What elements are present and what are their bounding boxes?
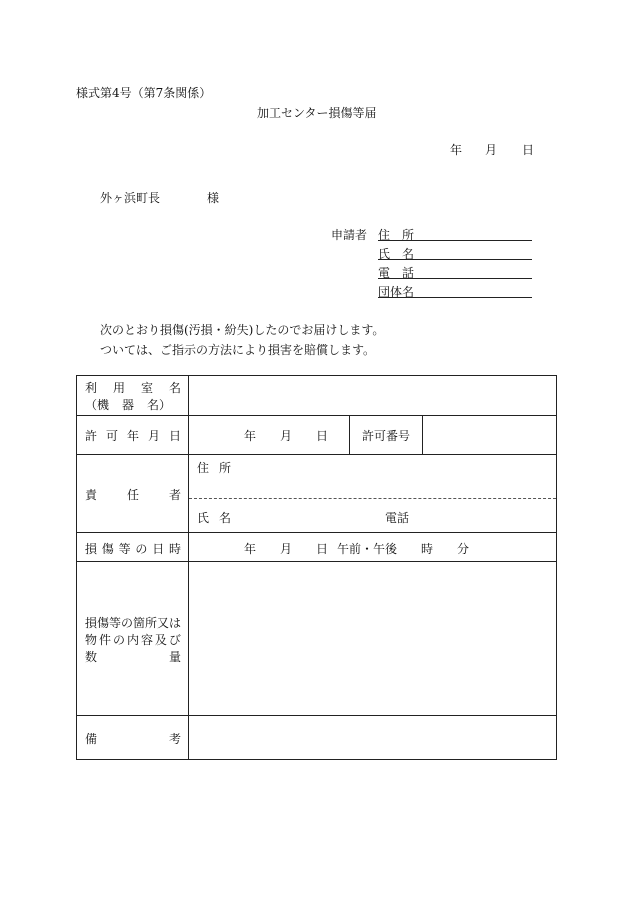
responsible-name-label: 氏 名 <box>197 511 231 525</box>
date-month: 月 <box>485 143 498 157</box>
applicant-name-line[interactable] <box>378 259 532 260</box>
body-text-line1: 次のとおり損傷(汚損・紛失)したのでお届けします。 <box>100 323 385 337</box>
date-day: 日 <box>522 143 535 157</box>
applicant-address-label: 住 所 <box>378 228 414 242</box>
permit-number-input[interactable] <box>423 416 556 454</box>
remarks-label: 備 考 <box>85 732 181 746</box>
permit-month: 月 <box>280 429 293 443</box>
permit-year: 年 <box>244 429 257 443</box>
responsible-label: 責 任 者 <box>85 488 181 502</box>
responsible-phone-label: 電話 <box>385 511 410 525</box>
damage-ampm: 午前・午後 <box>337 542 398 556</box>
permit-date-label: 許 可 年 月 日 <box>85 429 181 443</box>
applicant-phone-line[interactable] <box>378 278 532 279</box>
form-title: 加工センター損傷等届 <box>257 106 377 120</box>
damage-year: 年 <box>244 542 257 556</box>
date-year: 年 <box>450 143 463 157</box>
applicant-group-line[interactable] <box>378 297 532 298</box>
room-name-input[interactable] <box>189 376 556 415</box>
permit-day: 日 <box>316 429 329 443</box>
remarks-input[interactable] <box>189 716 556 759</box>
damage-month: 月 <box>280 542 293 556</box>
applicant-phone-label: 電 話 <box>378 266 414 280</box>
damage-detail-input[interactable] <box>189 562 556 715</box>
damage-minute: 分 <box>457 542 470 556</box>
form-number: 様式第4号（第7条関係） <box>76 86 212 100</box>
permit-number-label: 許可番号 <box>362 429 411 443</box>
equipment-name-label: （機 器 名） <box>85 398 171 412</box>
damage-report-table <box>76 375 557 760</box>
body-text-line2: ついては、ご指示の方法により損害を賠償します。 <box>100 343 376 357</box>
damage-hour: 時 <box>421 542 434 556</box>
addressee-honorific: 様 <box>207 191 220 205</box>
damage-datetime-label: 損 傷 等 の 日 時 <box>85 542 181 556</box>
damage-detail-label-line1: 損傷等の箇所又は <box>85 616 182 630</box>
applicant-address-line[interactable] <box>378 240 532 241</box>
room-name-label: 利 用 室 名 <box>85 381 181 395</box>
damage-detail-label-line3: 数 量 <box>85 650 181 664</box>
applicant-name-label: 氏 名 <box>378 247 414 261</box>
damage-day: 日 <box>316 542 329 556</box>
applicant-label: 申請者 <box>331 228 368 242</box>
addressee-name: 外ヶ浜町長 <box>100 191 161 205</box>
responsible-address-label: 住 所 <box>197 461 231 475</box>
damage-detail-label-line2: 物 件 の 内 容 及 び <box>85 633 181 647</box>
applicant-group-label: 団体名 <box>378 285 415 299</box>
